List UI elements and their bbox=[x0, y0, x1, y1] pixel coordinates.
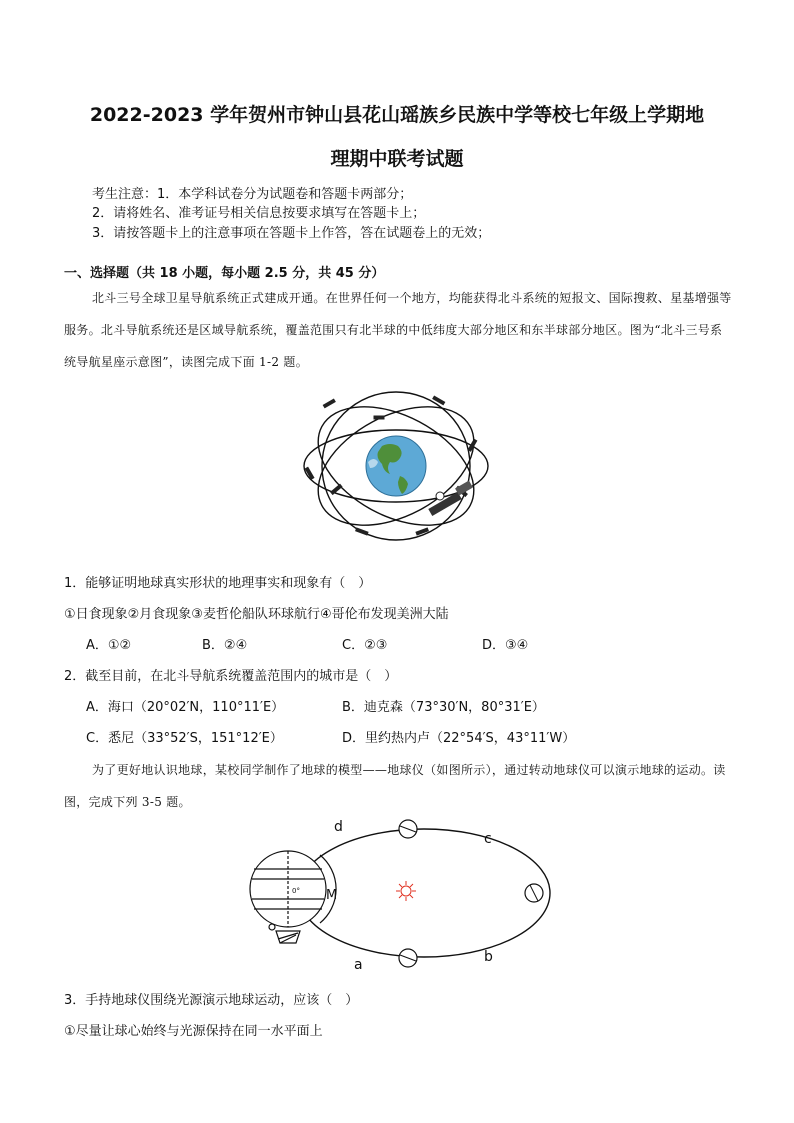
earth-position-c bbox=[525, 884, 543, 902]
sun-icon bbox=[396, 881, 416, 901]
question-2-stem: 2．截至目前，在北斗导航系统覆盖范围内的城市是（ ） bbox=[64, 669, 398, 684]
question-1-facts: ①日食现象②月食现象③麦哲伦船队环球航行④哥伦布发现美洲大陆 bbox=[64, 607, 449, 622]
q2-option-b: B．迪克森（73°30′N，80°31′E） bbox=[342, 700, 545, 715]
q1-option-b: B．②④ bbox=[202, 638, 248, 653]
question-3-item-1: ①尽量让球心始终与光源保持在同一水平面上 bbox=[64, 1024, 323, 1039]
q1-option-c: C．②③ bbox=[342, 638, 388, 653]
notice-line-1: 考生注意：1．本学科试卷分为试题卷和答题卡两部分； bbox=[92, 187, 413, 202]
passage-globe: 为了更好地认识地球，某校同学制作了地球的模型——地球仪（如图所示），通过转动地球仪可以演示地球的运动。读图，完成下列 3-5 题。 bbox=[64, 763, 726, 809]
globe-model-icon bbox=[250, 851, 336, 943]
q2-option-c: C．悉尼（33°52′S，151°12′E） bbox=[86, 731, 283, 746]
exam-title-line2: 理期中联考试题 bbox=[330, 148, 464, 170]
section-heading: 一、选择题（共 18 小题，每小题 2.5 分，共 45 分） bbox=[64, 266, 385, 281]
q1-option-d: D．③④ bbox=[482, 638, 529, 653]
earth-position-b bbox=[399, 949, 417, 967]
q1-option-a: A．①② bbox=[86, 638, 132, 653]
question-3-stem: 3．手持地球仪围绕光源演示地球运动，应该（ ） bbox=[64, 993, 359, 1008]
label-c: c bbox=[484, 831, 492, 847]
label-d: d bbox=[334, 819, 343, 835]
label-a: a bbox=[354, 957, 363, 973]
passage-beidou: 北斗三号全球卫星导航系统正式建成开通。在世界任何一个地方，均能获得北斗系统的短报文、国际搜救、星基增强等服务。北斗导航系统还是区域导航系统，覆盖范围只有北半球的中低纬度大部分地区和东半球部分地区。图为“北斗三号系统导航星座示意图”，读图完成下面 1-2 题。 bbox=[64, 291, 732, 369]
notice-line-3: 3．请按答题卡上的注意事项在答题卡上作答，答在试题卷上的无效； bbox=[92, 226, 491, 241]
earth-orbit-figure bbox=[240, 815, 580, 980]
beidou-constellation-figure bbox=[296, 380, 496, 550]
q2-option-a: A．海口（20°02′N，110°11′E） bbox=[86, 700, 285, 715]
exam-title-line1: 2022-2023 学年贺州市钟山县花山瑶族乡民族中学等校七年级上学期地 bbox=[89, 104, 705, 126]
q2-option-d: D．里约热内卢（22°54′S，43°11′W） bbox=[342, 731, 576, 746]
earth-position-d bbox=[399, 820, 417, 838]
label-b: b bbox=[484, 949, 493, 965]
notice-line-2: 2．请将姓名、准考证号相关信息按要求填写在答题卡上； bbox=[92, 206, 426, 221]
question-1-stem: 1．能够证明地球真实形状的地理事实和现象有（ ） bbox=[64, 576, 372, 591]
label-M: M bbox=[326, 888, 338, 903]
earth-globe-icon bbox=[366, 436, 426, 496]
globe-zero-label: 0° bbox=[292, 887, 300, 895]
